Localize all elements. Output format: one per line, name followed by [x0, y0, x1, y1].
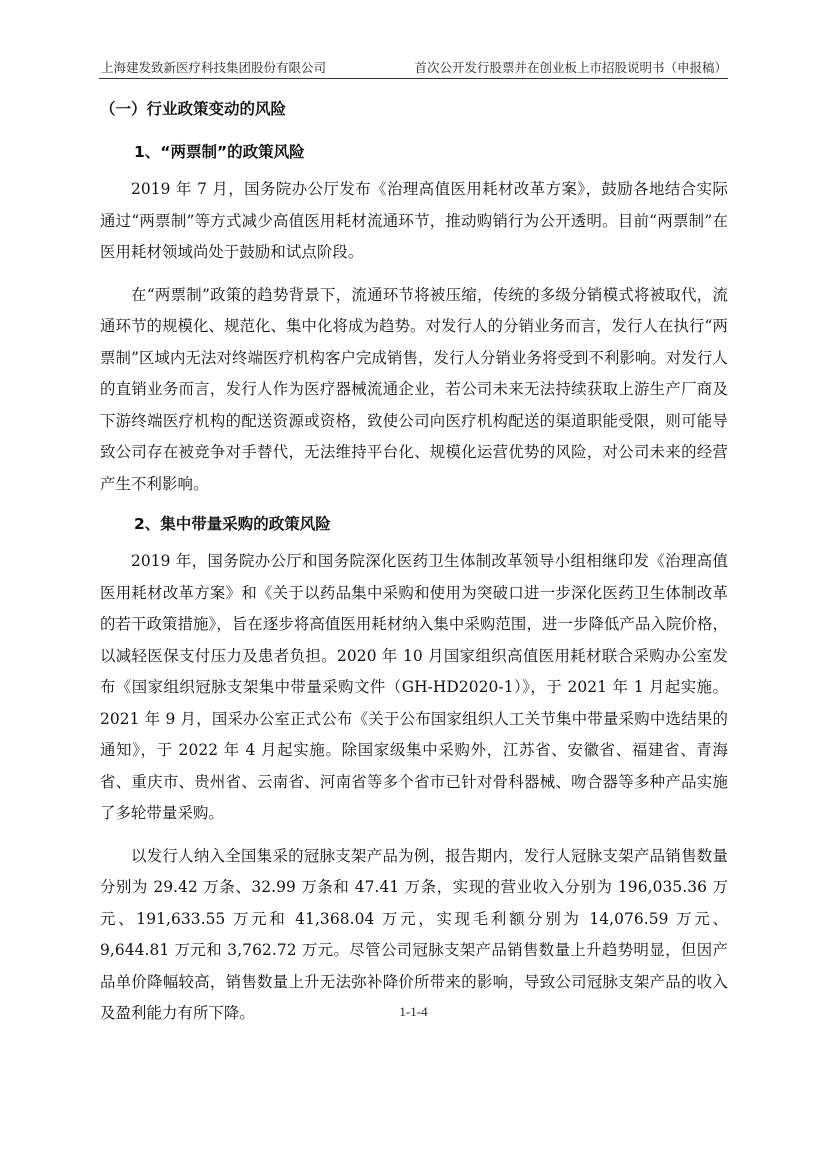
subsection-title-volume-procurement: 2、集中带量采购的政策风险 — [134, 515, 331, 533]
paragraph: 2019 年 7 月，国务院办公厅发布《治理高值医用耗材改革方案》，鼓励各地结合实际通过“两票制”等方式减少高值医用耗材流通环节，推动购销行为公开透明。目前“两票制”在医用耗材领域尚处于鼓励和试点阶段。 — [100, 180, 728, 261]
page-number: 1-1-4 — [399, 1004, 428, 1019]
paragraph: 以发行人纳入全国集采的冠脉支架产品为例，报告期内，发行人冠脉支架产品销售数量分别为 29.42 万条、32.99 万条和 47.41 万条，实现的营业收入分别为 196,035.36 万元、191,633.55 万元和 41,368.04 万元，实现毛利额分别为 14,076.59 万元、9,644.81 万元和 3,762.72 万元。尽管公司冠脉支架产品销售数量上升趋势明显，但因产品单价降幅较高，销售数量上升无法弥补降价所带来的影响，导致公司冠脉支架产品的收入及盈利能力有所下降。 — [100, 846, 728, 1022]
subsection-title-two-invoice: 1、“两票制”的政策风险 — [134, 143, 305, 161]
running-header — [101, 58, 727, 78]
header-doc-title: 首次公开发行股票并在创业板上市招股说明书（申报稿） — [414, 60, 727, 75]
paragraph: 在“两票制”政策的趋势背景下，流通环节将被压缩，传统的多级分销模式将被取代，流通环节的规模化、规范化、集中化将成为趋势。对发行人的分销业务而言，发行人在执行“两票制”区域内无法对终端医疗机构客户完成销售，发行人分销业务将受到不利影响。对发行人的直销业务而言，发行人作为医疗器械流通企业，若公司未来无法持续获取上游生产厂商及下游终端医疗机构的配送资源或资格，致使公司向医疗机构配送的渠道职能受限，则可能导致公司存在被竞争对手替代，无法维持平台化、规模化运营优势的风险，对公司未来的经营产生不利影响。 — [100, 285, 728, 493]
paragraph: 2019 年，国务院办公厅和国务院深化医药卫生体制改革领导小组相继印发《治理高值医用耗材改革方案》和《关于以药品集中采购和使用为突破口进一步深化医药卫生体制改革的若干政策措施》，旨在逐步将高值医用耗材纳入集中采购范围，进一步降低产品入院价格，以减轻医保支付压力及患者负担。2020 年 10 月国家组织高值医用耗材联合采购办公室发布《国家组织冠脉支架集中带量采购文件（GH-HD2020-1）》，于 2021 年 1 月起实施。2021 年 9 月，国采办公室正式公布《关于公布国家组织人工关节集中带量采购中选结果的通知》，于 2022 年 4 月起实施。除国家级集中采购外，江苏省、安徽省、福建省、青海省、重庆市、贵州省、云南省、河南省等多个省市已针对骨科器械、吻合器等多种产品实施了多轮带量采购。 — [100, 552, 728, 822]
document-body — [100, 92, 728, 1030]
header-company: 上海建发致新医疗科技集团股份有限公司 — [101, 60, 327, 75]
section-title: （一）行业政策变动的风险 — [100, 100, 287, 118]
header-rule — [99, 78, 728, 79]
